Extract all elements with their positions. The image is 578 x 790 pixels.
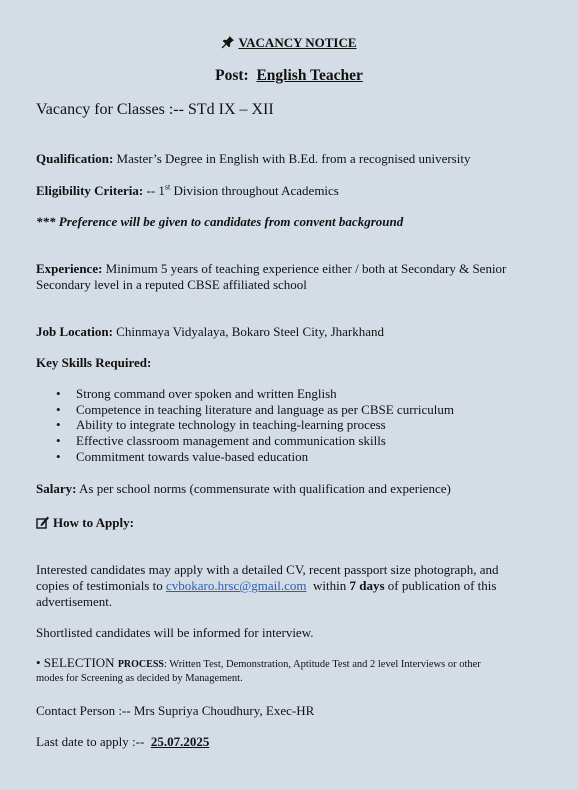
bullet-icon: •: [56, 433, 61, 449]
notice-title: [0, 35, 578, 51]
pushpin-icon: [221, 35, 235, 49]
eligibility: [36, 183, 339, 199]
list-item: [56, 386, 454, 402]
experience: [36, 261, 506, 293]
skill-text: Ability to integrate technology in teaching-learning process: [76, 417, 386, 433]
bullet-icon: •: [56, 401, 61, 417]
apply-instructions: [36, 562, 499, 610]
salary-text: As per school norms (commensurate with qualification and experience): [79, 481, 451, 496]
post-heading: [0, 67, 578, 85]
salary-label: Salary:: [36, 481, 77, 496]
skill-text: Competence in teaching literature and language as per CBSE curriculum: [76, 401, 454, 417]
list-item: [56, 417, 454, 433]
email-link[interactable]: cvbokaro.hrsc@gmail.com: [165, 578, 307, 593]
last-date-value: 25.07.2025: [150, 734, 210, 749]
writing-hand-icon: [36, 515, 50, 529]
list-item: [56, 449, 454, 465]
experience-line2: Secondary level in a reputed CBSE affiliated school: [36, 277, 307, 292]
bullet-icon: •: [56, 417, 61, 433]
qualification: [36, 151, 470, 167]
skill-text: Strong command over spoken and written English: [76, 386, 337, 401]
bullet-icon: •: [56, 448, 61, 464]
job-location-text: Chinmaya Vidyalaya, Bokaro Steel City, Jharkhand: [116, 324, 385, 339]
apply-line2-pre: copies of testimonials to: [36, 578, 166, 593]
selection-process: [36, 656, 481, 685]
apply-line2-mid: within: [306, 578, 350, 593]
skill-text: Effective classroom management and communication skills: [76, 433, 386, 449]
bullet-icon: •: [56, 386, 61, 401]
salary: [36, 481, 451, 497]
apply-line2-post: of publication of this: [384, 578, 497, 593]
last-date-label: Last date to apply :--: [36, 734, 151, 749]
eligibility-pre: -- 1: [146, 183, 165, 198]
vacancy-classes: Vacancy for Classes :-- STd IX – XII: [36, 101, 274, 118]
eligibility-label: Eligibility Criteria:: [36, 183, 144, 198]
qualification-text: Master’s Degree in English with B.Ed. from a recognised university: [116, 151, 471, 166]
apply-line2: [36, 578, 499, 594]
post-value: English Teacher: [256, 67, 363, 84]
skill-text: Commitment towards value-based education: [76, 448, 309, 464]
shortlisted-note: Shortlisted candidates will be informed for interview.: [36, 625, 314, 640]
selection-prefix: • SELECTION: [36, 655, 118, 670]
last-date: [36, 734, 209, 750]
experience-line1: Minimum 5 years of teaching experience either / both at Secondary & Senior: [105, 261, 507, 276]
selection-process-label: PROCESS: [117, 659, 164, 670]
selection-line1: : Written Test, Demonstration, Aptitude Test and 2 level Interviews or other: [163, 659, 481, 670]
skills-list: [56, 386, 454, 465]
contact-person: Contact Person :-- Mrs Supriya Choudhury, Exec-HR: [36, 703, 315, 718]
eligibility-post: Division throughout Academics: [170, 183, 339, 198]
list-item: [56, 433, 454, 449]
qualification-label: Qualification:: [36, 151, 114, 166]
job-location-label: Job Location:: [36, 324, 113, 339]
job-location: [36, 324, 384, 340]
selection-line2: modes for Screening as decided by Management.: [36, 672, 243, 684]
key-skills-heading: Key Skills Required:: [36, 355, 152, 370]
list-item: [56, 402, 454, 418]
apply-line3: advertisement.: [36, 594, 113, 609]
apply-days: 7 days: [349, 578, 385, 593]
post-label: Post:: [215, 67, 249, 84]
apply-line1: Interested candidates may apply with a detailed CV, recent passport size photograph, and: [36, 562, 499, 577]
notice-title-text: VACANCY NOTICE: [238, 35, 357, 50]
experience-label: Experience:: [36, 261, 103, 276]
preference-note: *** Preference will be given to candidates from convent background: [36, 214, 404, 229]
how-to-apply-text: How to Apply:: [53, 515, 134, 530]
eligibility-sup: st: [164, 182, 171, 192]
how-to-apply-heading: [36, 515, 134, 531]
